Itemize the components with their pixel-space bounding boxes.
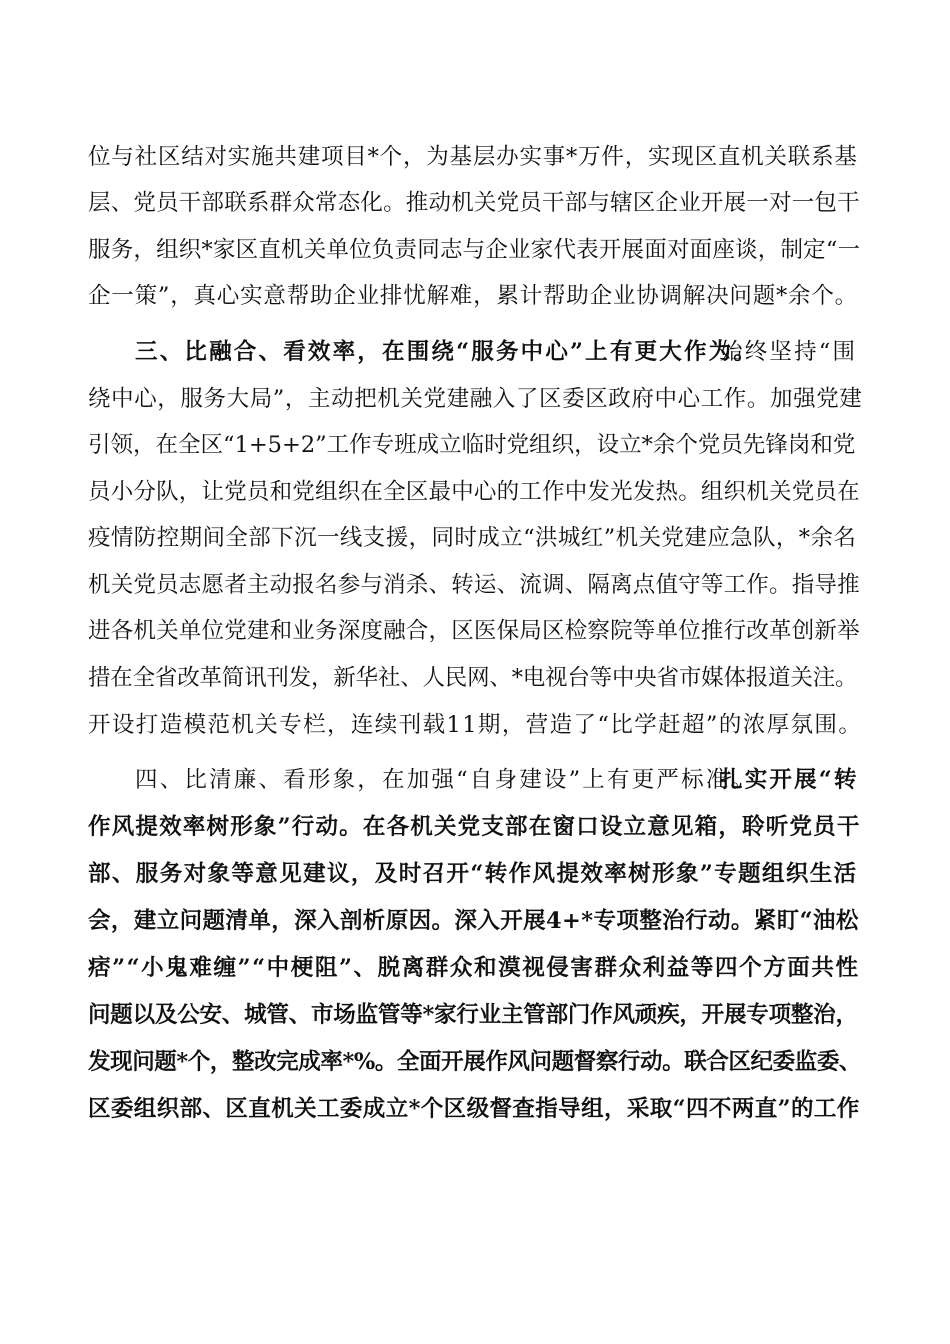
paragraph-text: 服务，组织*家区直机关单位负责同志与企业家代表开展面对面座谈，制定“一	[88, 237, 861, 263]
paragraph-text: 引领，在全区“1+5+2”工作专班成立临时党组织，设立*余个党员先锋岗和党	[88, 432, 856, 458]
text-line	[0, 278, 950, 314]
section-heading: 四、比清廉、看形象，在加强“自身建设”上有更严标准。	[135, 767, 756, 793]
paragraph-text: 位与社区结对实施共建项目*个，为基层办实事*万件，实现区直机关联系基	[88, 144, 858, 170]
text-line	[0, 334, 950, 370]
text-line	[0, 809, 950, 845]
section-heading: 三、比融合、看效率，在围绕“服务中心”上有更大作为。	[135, 339, 759, 365]
text-line	[0, 707, 950, 743]
paragraph-text: 机关党员志愿者主动报名参与消杀、转运、流调、隔离点值守等工作。指导推	[88, 572, 860, 598]
text-line	[0, 856, 950, 892]
paragraph-text: 措在全省改革简讯刊发，新华社、人民网、*电视台等中央省市媒体报道关注。	[88, 665, 858, 691]
text-line	[0, 762, 950, 798]
text-line	[0, 474, 950, 510]
paragraph-text: 开设打造模范机关专栏，连续刊载11期，营造了“比学赶超”的浓厚氛围。	[88, 712, 863, 738]
paragraph-text: 会，建立问题清单，深入剖析原因。深入开展4+*专项整治行动。紧盯“油松	[88, 908, 859, 934]
text-line	[0, 613, 950, 649]
paragraph-text: 扎实开展“转	[720, 767, 859, 793]
paragraph-text: 疫情防控期间全部下沉一线支援，同时成立“洪城红”机关党建应急队，*余名	[88, 525, 857, 551]
text-line	[0, 997, 950, 1033]
paragraph-text: 员小分队，让党员和党组织在全区最中心的工作中发光发热。组织机关党员在	[88, 479, 860, 505]
paragraph-text: 始终坚持“围	[720, 339, 858, 365]
text-line	[0, 427, 950, 463]
paragraph-text: 绕中心，服务大局”，主动把机关党建融入了区委区政府中心工作。加强党建	[88, 386, 863, 412]
text-line	[0, 139, 950, 175]
text-line	[0, 1044, 950, 1080]
paragraph-text: 问题以及公安、城管、市场监管等*家行业主管部门作风顽疾，开展专项整治，	[88, 1002, 858, 1028]
paragraph-text: 作风提效率树形象”行动。在各机关党支部在窗口设立意见箱，聆听党员干	[88, 814, 861, 840]
paragraph-text: 进各机关单位党建和业务深度融合，区医保局区检察院等单位推行改革创新举	[88, 618, 860, 644]
paragraph-text: 层、党员干部联系群众常态化。推动机关党员干部与辖区企业开展一对一包干	[88, 190, 860, 216]
text-line	[0, 567, 950, 603]
paragraph-text: 区委组织部、区直机关工委成立*个区级督查指导组，采取“四不两直”的工作	[88, 1096, 860, 1122]
text-line	[0, 232, 950, 268]
paragraph-text: 部、服务对象等意见建议，及时召开“转作风提效率树形象”专题组织生活	[88, 861, 858, 887]
text-line	[0, 903, 950, 939]
text-line	[0, 950, 950, 986]
text-line	[0, 381, 950, 417]
paragraph-text: 痞”“小鬼难缠”“中梗阻”、脱离群众和漠视侵害群众利益等四个方面共性	[88, 955, 860, 981]
text-line	[0, 185, 950, 221]
paragraph-text: 企一策”，真心实意帮助企业排忧解难，累计帮助企业协调解决问题*余个。	[88, 283, 858, 309]
text-line	[0, 1091, 950, 1127]
text-line	[0, 660, 950, 696]
paragraph-text: 发现问题*个，整改完成率*%。全面开展作风问题督察行动。联合区纪委监委、	[88, 1049, 862, 1075]
text-line	[0, 520, 950, 556]
